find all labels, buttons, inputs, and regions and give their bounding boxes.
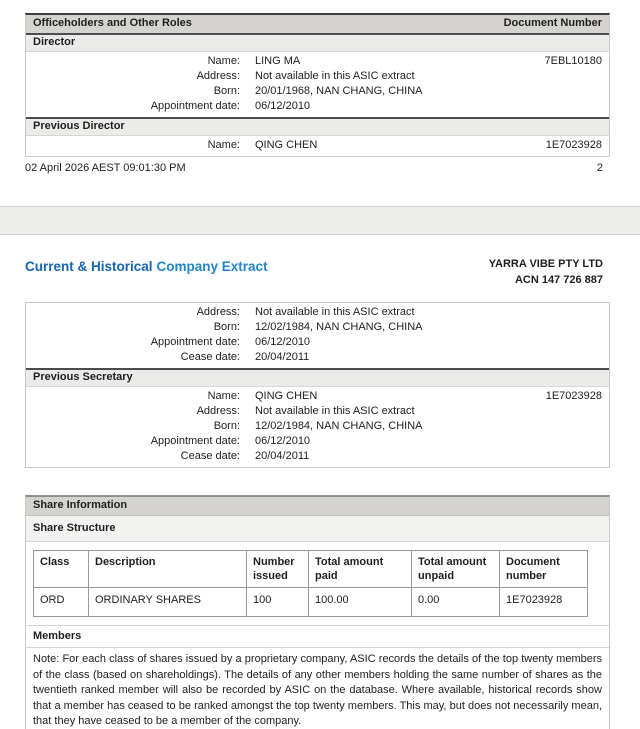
share-information-title: Share Information: [33, 499, 128, 511]
page-title-part2: Company Extract: [156, 259, 268, 274]
page-separator: [0, 206, 640, 235]
field-label: Appointment date:: [150, 100, 240, 112]
cell-description: ORDINARY SHARES: [89, 588, 247, 617]
footer-page-number: 2: [596, 162, 603, 174]
director-details: [26, 52, 609, 117]
cell-number-issued: 100: [247, 588, 309, 617]
secretary-details: [26, 303, 609, 368]
document-number-column-header: Document Number: [503, 17, 602, 29]
director-heading: Director: [26, 35, 609, 52]
field-label: Cease date:: [180, 450, 240, 462]
field-value: 06/12/2010: [255, 100, 311, 112]
detail-row: [26, 335, 609, 350]
document-number: 1E7023928: [545, 390, 602, 402]
share-information-header-bar: [26, 497, 609, 516]
page-title-part1: Current & Historical: [25, 259, 153, 274]
detail-row: [26, 54, 609, 69]
page-footer: [25, 161, 610, 176]
field-value: 12/02/1984, NAN CHANG, CHINA: [255, 420, 423, 432]
column-header-total-paid: Total amount paid: [309, 551, 412, 588]
share-structure-table: [33, 550, 588, 617]
detail-row: [26, 320, 609, 335]
detail-row: [26, 138, 609, 153]
officeholders-table: [25, 13, 610, 157]
field-label: Born:: [213, 85, 240, 97]
field-label: Address:: [196, 306, 240, 318]
page-header: [25, 256, 610, 288]
field-value: QING CHEN: [255, 390, 318, 402]
detail-row: [26, 419, 609, 434]
detail-row: [26, 305, 609, 320]
table-row: [34, 588, 588, 617]
detail-row: [26, 449, 609, 464]
table-header-row: [34, 551, 588, 588]
cell-document-number: 1E7023928: [500, 588, 588, 617]
cell-total-unpaid: 0.00: [412, 588, 500, 617]
previous-director-heading: Previous Director: [26, 117, 609, 136]
members-note: Note: For each class of shares issued by a proprietary company, ASIC records the details of the top twenty members of the class (based on shareholdings). The details of any other members holding the same number of shares as the twentieth ranked member will also be recorded by ASIC on the database. Where available, historical records show that a member has ceased to be ranked amongst the top twenty members. This may, but does not necessarily mean, that they have ceased to be a member of the company.: [33, 653, 602, 727]
previous-director-details: [26, 136, 609, 156]
field-value: 06/12/2010: [255, 336, 311, 348]
field-value: 06/12/2010: [255, 435, 311, 447]
officeholders-continuation-table: [25, 302, 610, 468]
field-label: Born:: [213, 420, 240, 432]
field-value: Not available in this ASIC extract: [255, 405, 415, 417]
cell-total-paid: 100.00: [309, 588, 412, 617]
field-label: Born:: [213, 321, 240, 333]
officeholders-header-title: Officeholders and Other Roles: [33, 17, 192, 29]
company-acn: ACN 147 726 887: [514, 274, 603, 286]
field-value: 20/04/2011: [255, 450, 310, 462]
column-header-class: Class: [34, 551, 89, 588]
detail-row: [26, 69, 609, 84]
column-header-total-unpaid: Total amount unpaid: [412, 551, 500, 588]
detail-row: [26, 434, 609, 449]
detail-row: [26, 99, 609, 114]
share-information-section: [25, 495, 610, 729]
footer-timestamp: 02 April 2026 AEST 09:01:30 PM: [25, 162, 186, 174]
document-number: 7EBL10180: [544, 55, 602, 67]
field-label: Address:: [196, 70, 240, 82]
previous-secretary-details: [26, 387, 609, 467]
field-value: Not available in this ASIC extract: [255, 306, 415, 318]
field-value: 12/02/1984, NAN CHANG, CHINA: [255, 321, 423, 333]
field-label: Cease date:: [180, 351, 240, 363]
field-value: LING MA: [255, 55, 301, 67]
field-label: Name:: [207, 55, 240, 67]
field-value: QING CHEN: [255, 139, 318, 151]
column-header-number-issued: Number issued: [247, 551, 309, 588]
detail-row: [26, 350, 609, 365]
officeholders-header-bar: [26, 15, 609, 35]
page-title: [25, 256, 268, 276]
field-label: Appointment date:: [150, 336, 240, 348]
field-label: Name:: [207, 139, 240, 151]
previous-secretary-heading: Previous Secretary: [26, 368, 609, 387]
detail-row: [26, 389, 609, 404]
field-label: Appointment date:: [150, 435, 240, 447]
field-value: 20/04/2011: [255, 351, 310, 363]
detail-row: [26, 404, 609, 419]
field-value: Not available in this ASIC extract: [255, 70, 415, 82]
detail-row: [26, 84, 609, 99]
field-label: Name:: [207, 390, 240, 402]
members-heading: Members: [26, 625, 609, 648]
cell-class: ORD: [34, 588, 89, 617]
field-label: Address:: [196, 405, 240, 417]
company-name: YARRA VIBE PTY LTD: [488, 258, 603, 270]
document-number: 1E7023928: [545, 139, 602, 151]
field-value: 20/01/1968, NAN CHANG, CHINA: [255, 85, 423, 97]
column-header-document-number: Document number: [500, 551, 588, 588]
company-identity-block: [489, 256, 610, 288]
column-header-description: Description: [89, 551, 247, 588]
share-structure-heading: Share Structure: [26, 516, 609, 542]
